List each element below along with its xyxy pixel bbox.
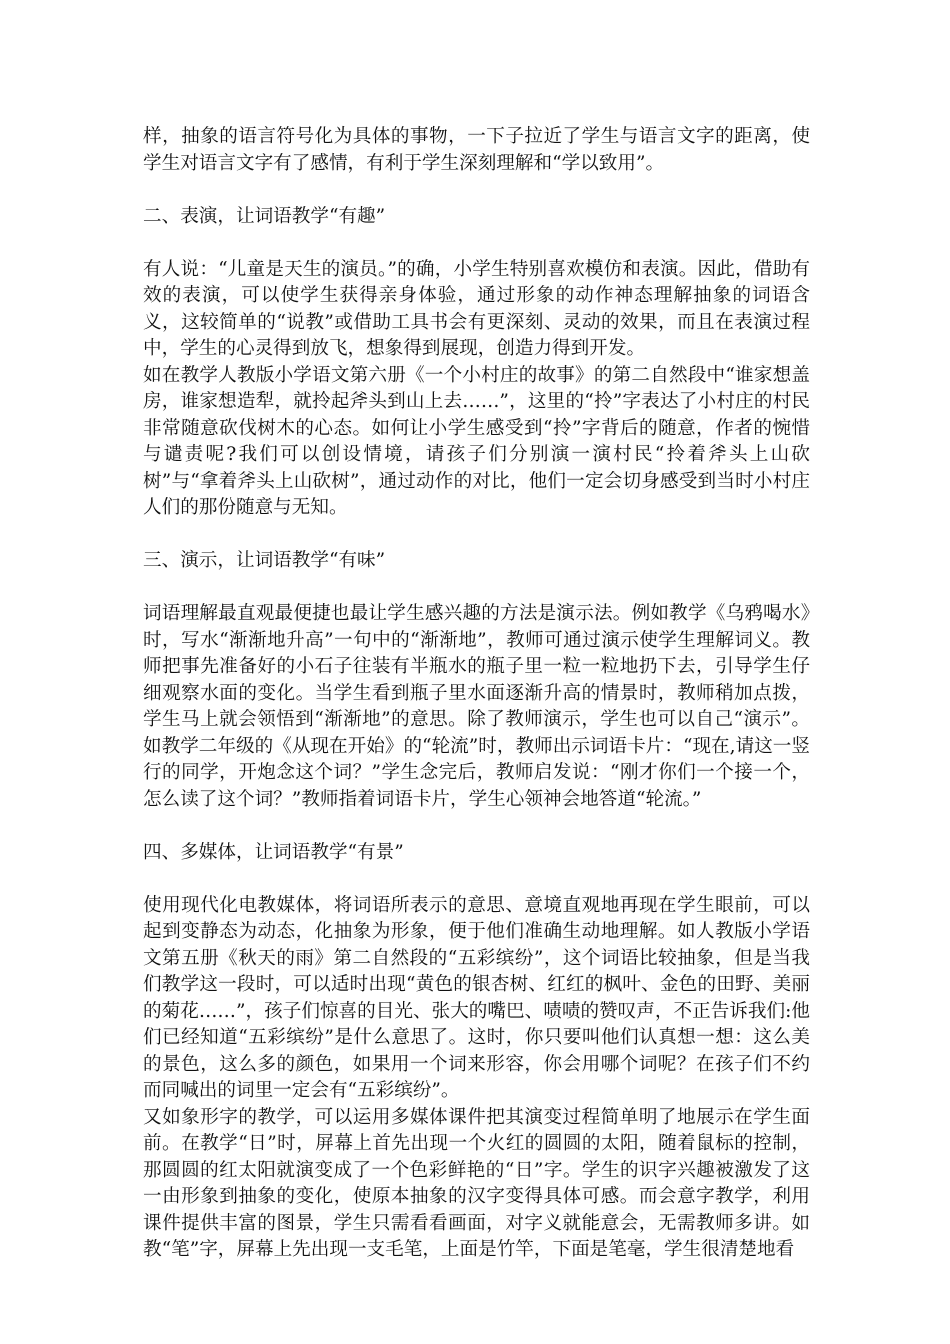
paragraph-multimedia-example: 又如象形字的教学，可以运用多媒体课件把其演变过程简单明了地展示在学生面前。在教学“日”时，屏幕上首先出现一个火红的圆圆的太阳，随着鼠标的控制，那圆圆的红太阳就演变成了一个色彩鲜艳的“日”字。学生的识字兴趣被激发了这一由形象到抽象的变化，使原本抽象的汉字变得具体可感。而会意字教学，利用课件提供丰富的图景，学生只需看看画面，对字义就能意会，无需教师多讲。如教“笔”字，屏幕上先出现一支毛笔，上面是竹竿，下面是笔毫，学生很清楚地看 <box>143 1106 810 1260</box>
section-heading-2: 二、表演，让词语教学“有趣” <box>143 205 386 227</box>
paragraph-gap <box>143 866 810 893</box>
paragraph-performance-intro: 有人说：“儿童是天生的演员。”的确，小学生特别喜欢模仿和表演。因此，借助有效的表演，可以使学生获得亲身体验，通过形象的动作神态理解抽象的词语含义，这较简单的“说教”或借助工具书会有更深刻、灵动的效果，而且在表演过程中，学生的心灵得到放飞，想象得到展现，创造力得到开发。 <box>143 258 810 359</box>
paragraph-continuation: 样，抽象的语言符号化为具体的事物，一下子拉近了学生与语言文字的距离，使学生对语言文字有了感情，有利于学生深刻理解和“学以致用”。 <box>143 126 810 174</box>
paragraph-gap <box>143 813 810 840</box>
paragraph-gap <box>143 575 810 602</box>
paragraph-gap <box>143 230 810 257</box>
paragraph-performance-example: 如在教学人教版小学语文第六册《一个小村庄的故事》的第二自然段中“谁家想盖房，谁家想造犁，就拎起斧头到山上去……”，这里的“拎”字表达了小村庄的村民非常随意砍伐树木的心态。如何让小学生感受到“拎”字背后的随意，作者的惋惜与谴责呢?我们可以创设情境，请孩子们分别演一演村民“拎着斧头上山砍树”与“拿着斧头上山砍树”，通过动作的对比，他们一定会切身感受到当时小村庄人们的那份随意与无知。 <box>143 364 810 518</box>
section-heading-4: 四、多媒体，让词语教学“有景” <box>143 841 404 863</box>
paragraph-gap <box>143 177 810 204</box>
paragraph-gap <box>143 522 810 549</box>
paragraph-multimedia-intro: 使用现代化电教媒体，将词语所表示的意思、意境直观地再现在学生眼前，可以起到变静态为动态，化抽象为形象，便于他们准确生动地理解。如人教版小学语文第五册《秋天的雨》第二自然段的“五彩缤纷”，这个词语比较抽象，但是当我们教学这一段时，可以适时出现“黄色的银杏树、红红的枫叶、金色的田野、美丽的菊花……”，孩子们惊喜的目光、张大的嘴巴、啧啧的赞叹声，不正告诉我们:他们已经知道“五彩缤纷”是什么意思了。这时，你只要叫他们认真想一想：这么美的景色，这么多的颜色，如果用一个词来形容，你会用哪个词呢？在孩子们不约而同喊出的词里一定会有“五彩缤纷”。 <box>143 894 810 1101</box>
section-heading-3: 三、演示，让词语教学“有味” <box>143 550 386 571</box>
document-page <box>143 124 810 1264</box>
paragraph-demonstration: 词语理解最直观最便捷也最让学生感兴趣的方法是演示法。例如教学《乌鸦喝水》时，写水“渐渐地升高”一句中的“渐渐地”，教师可通过演示使学生理解词义。教师把事先准备好的小石子往装有半瓶水的瓶子里一粒一粒地扔下去，引导学生仔细观察水面的变化。当学生看到瓶子里水面逐渐升高的情景时，教师稍加点拨，学生马上就会领悟到“渐渐地”的意思。除了教师演示，学生也可以自己“演示”。如教学二年级的《从现在开始》的“轮流”时，教师出示词语卡片：“现在,请这一竖行的同学，开炮念这个词？”学生念完后，教师启发说：“刚才你们一个接一个，怎么读了这个词？”教师指着词语卡片，学生心领神会地答道“轮流。” <box>143 603 810 810</box>
